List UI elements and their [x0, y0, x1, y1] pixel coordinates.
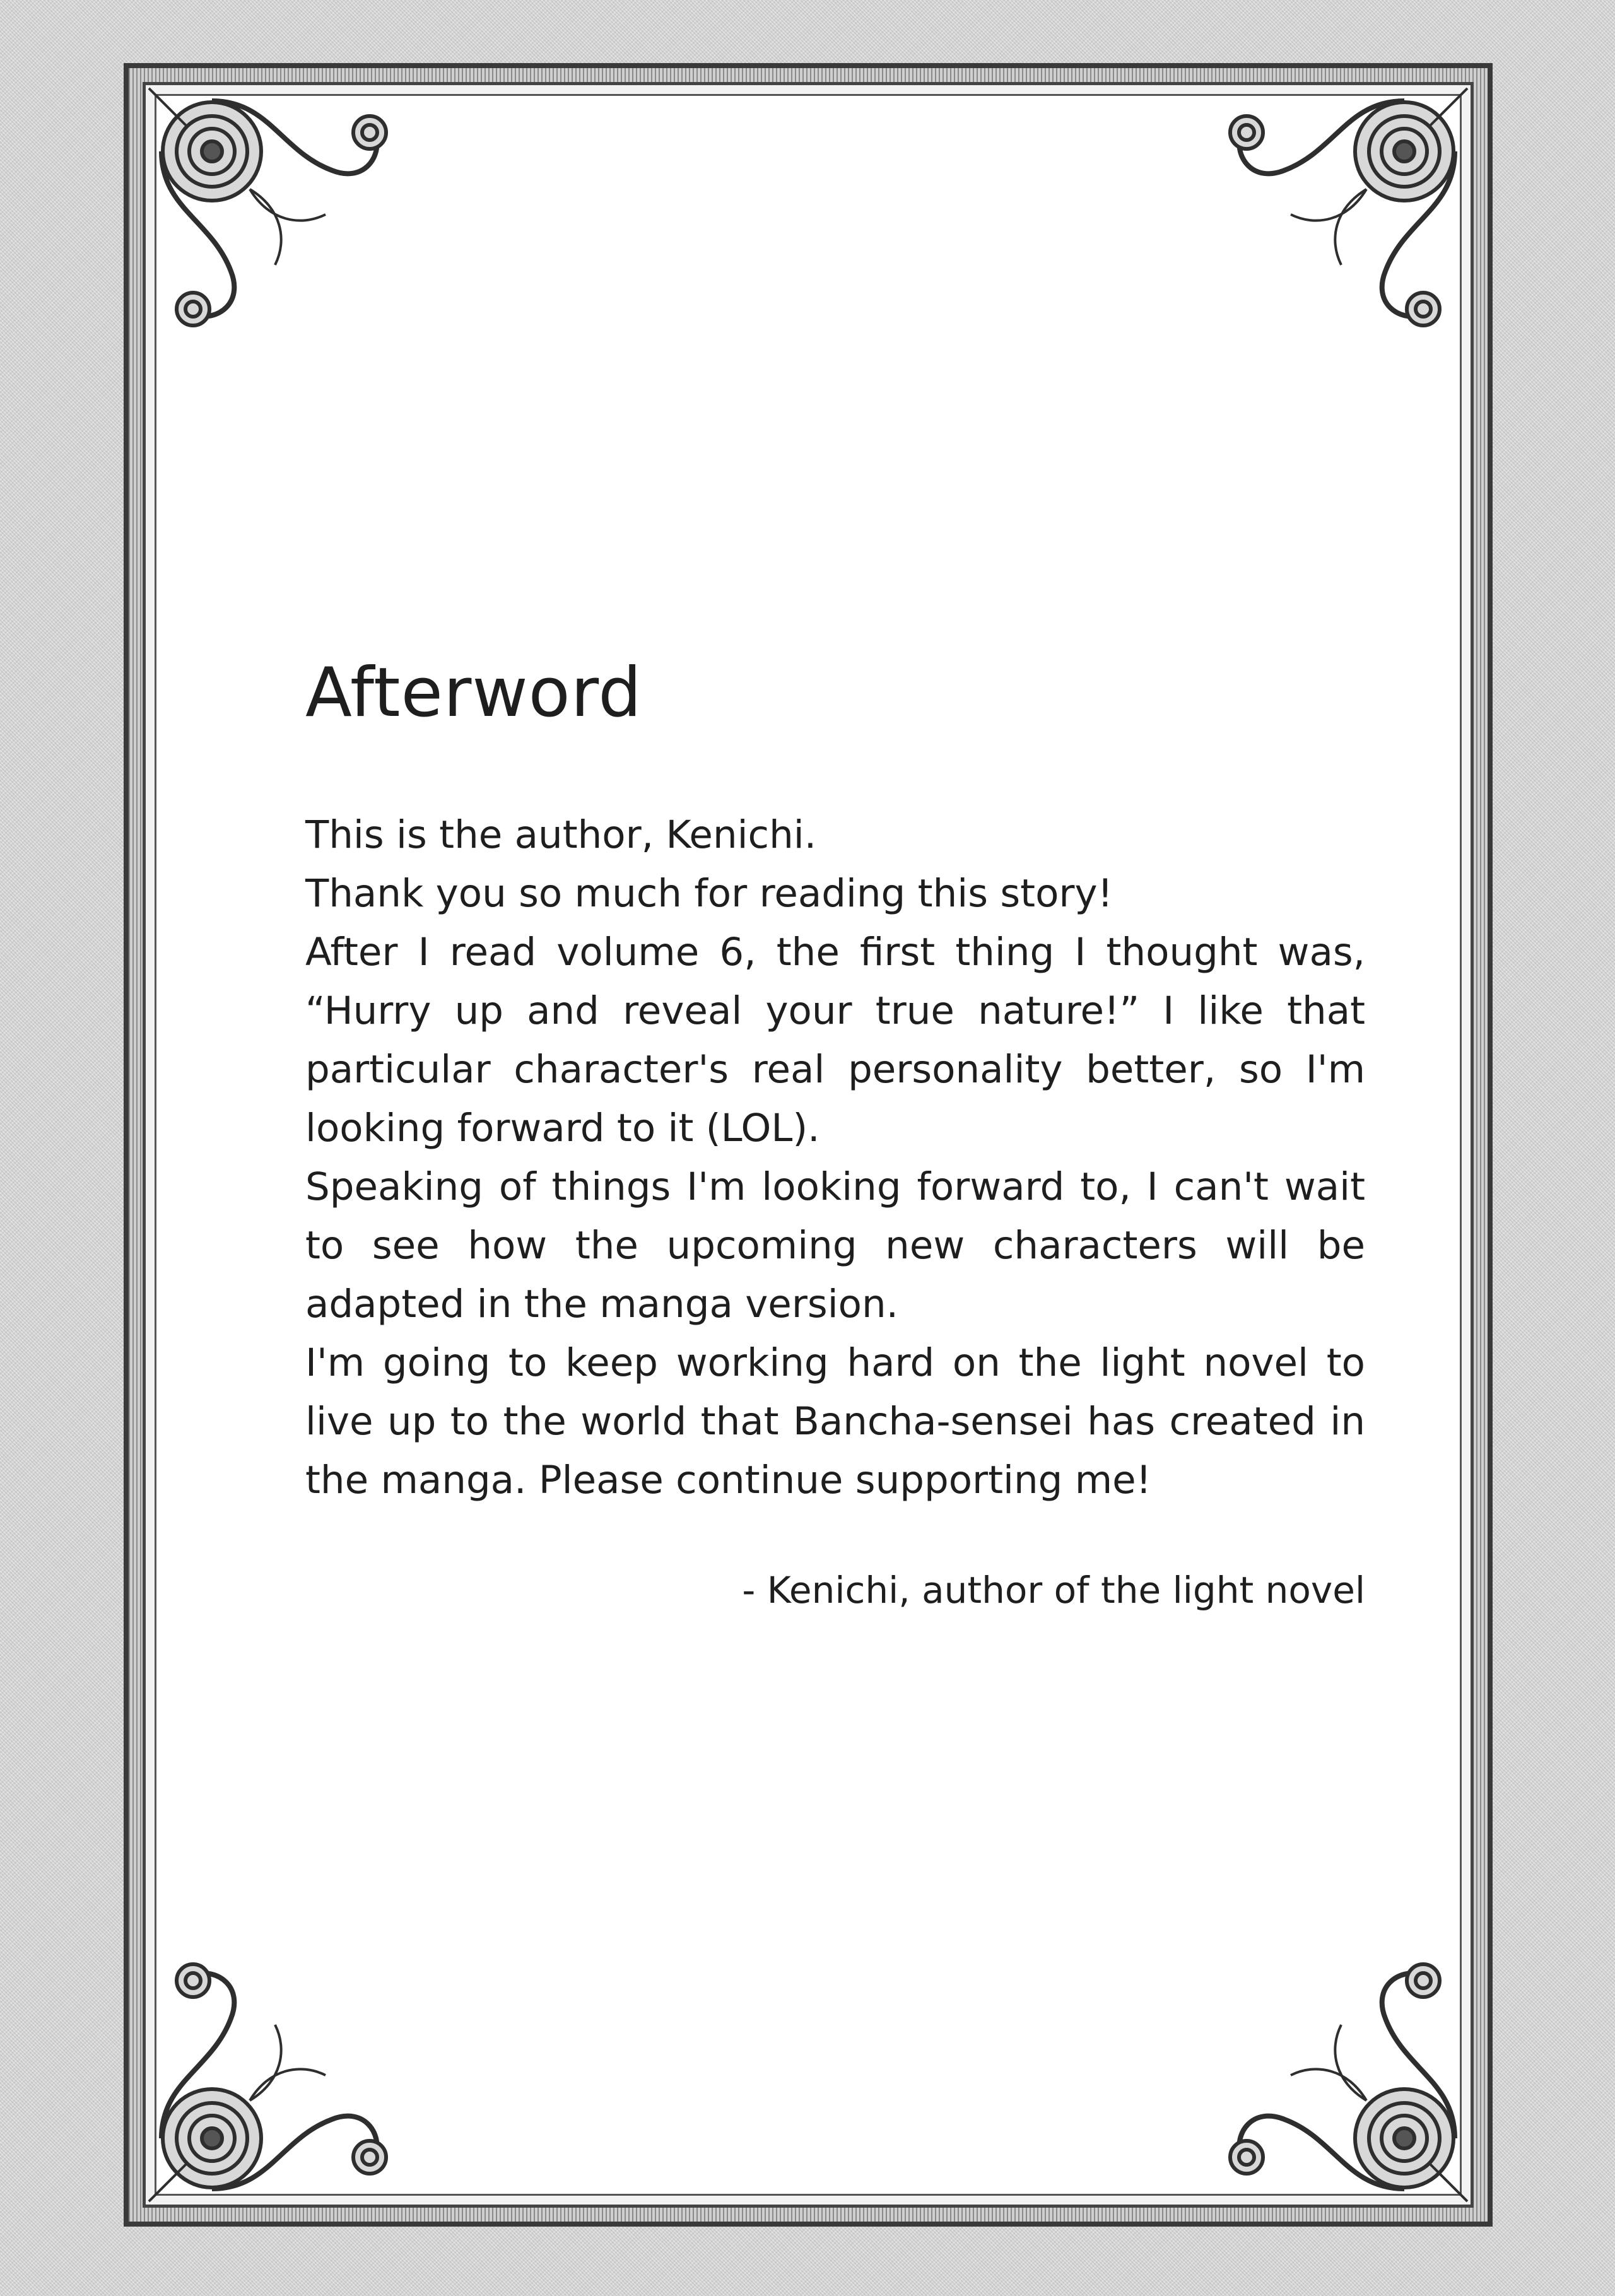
paragraph: This is the author, Kenichi. — [305, 812, 817, 857]
afterword-content — [305, 653, 1365, 1615]
paragraph: Speaking of things I'm looking forward to, I can't wait to see how the upcoming new characters will be adapted in the manga version. — [305, 1164, 1365, 1327]
page-title: Afterword — [305, 653, 642, 732]
paragraph: I'm going to keep working hard on the light novel to live up to the world that Bancha-sensei has created in the manga. Please continue supporting me! — [305, 1340, 1365, 1502]
paragraph: After I read volume 6, the first thing I thought was, “Hurry up and reveal your true nature!” I like that particular character's real personality better, so I'm looking forward to it (LOL). — [305, 929, 1365, 1151]
corner-ornament-icon — [124, 1962, 389, 2227]
author-signature: - Kenichi, author of the light novel — [742, 1568, 1365, 1612]
corner-ornament-icon — [1228, 1962, 1493, 2227]
corner-ornament-icon — [1228, 63, 1493, 328]
corner-ornament-icon — [124, 63, 389, 328]
paragraph: Thank you so much for reading this story! — [305, 870, 1113, 916]
